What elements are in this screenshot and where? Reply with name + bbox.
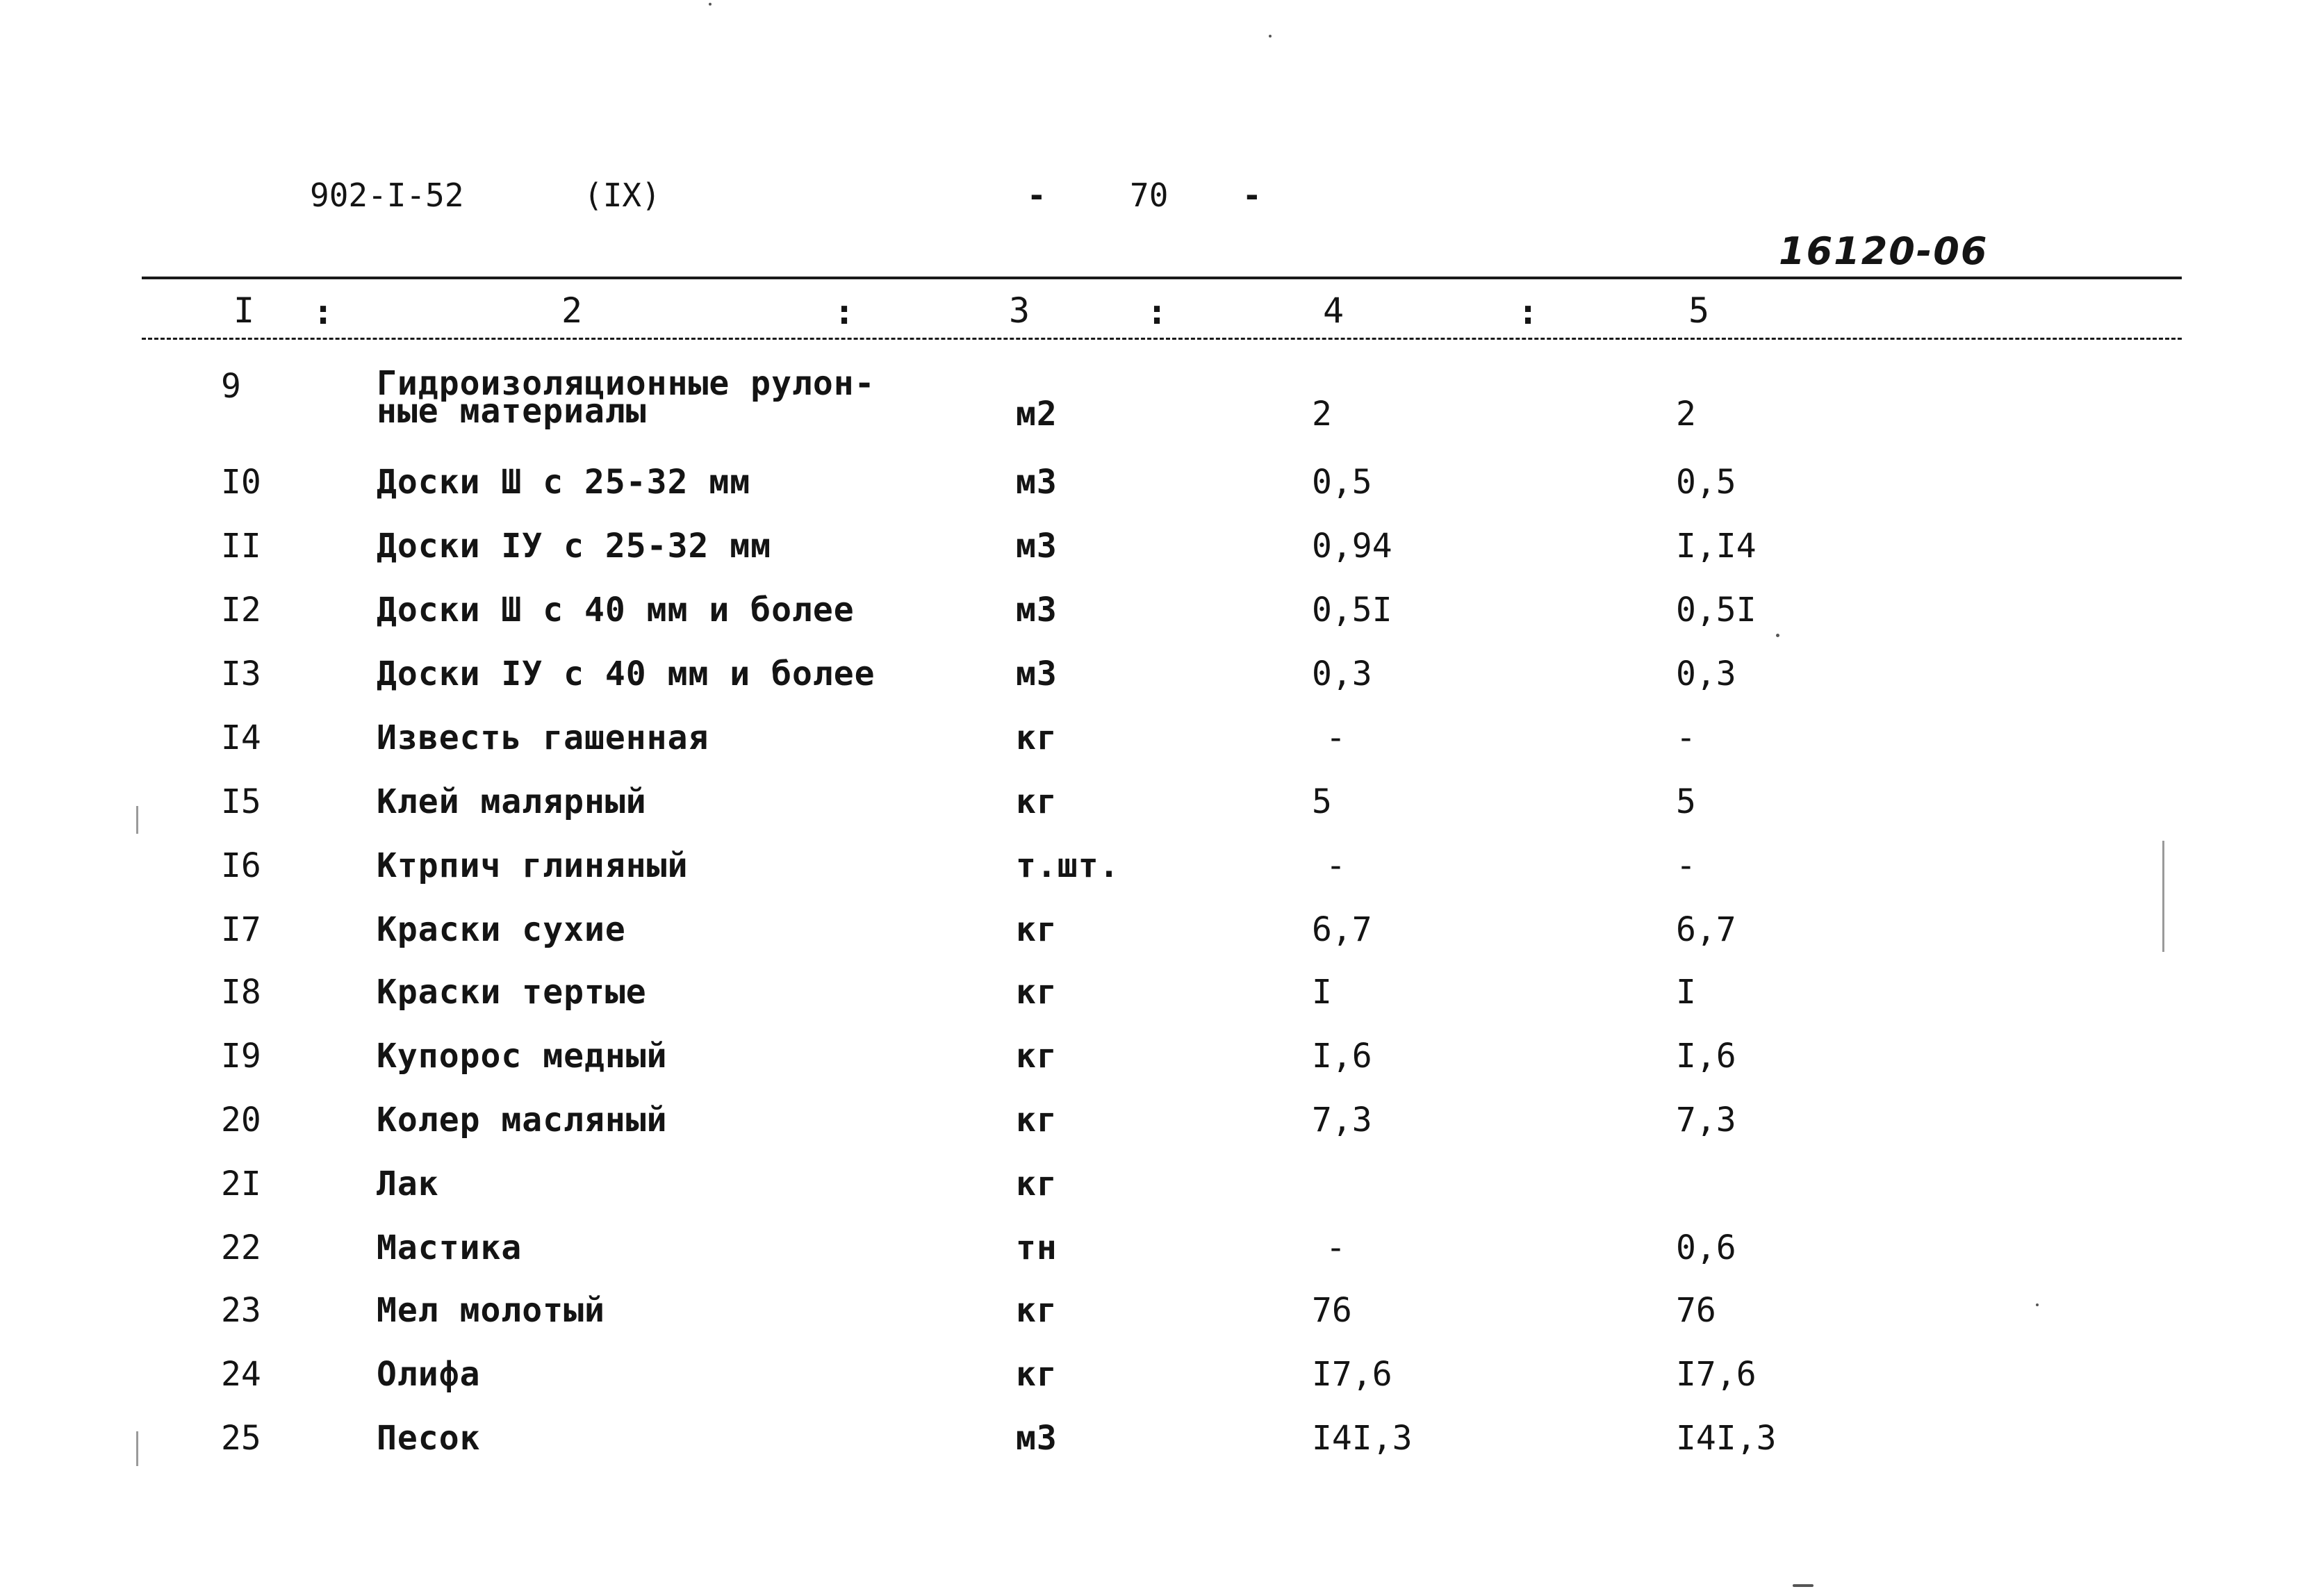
unit-of-measure: м3 [1016,591,1058,630]
column-header-5: 5 [1688,290,1710,331]
unit-of-measure: м3 [1016,655,1058,693]
column-separator: : [834,292,855,332]
row-number: 2I [221,1165,261,1203]
row-number: I5 [221,782,261,821]
row-number: I6 [221,846,261,885]
scan-speck [709,3,712,6]
quantity-col-4: 0,94 [1312,527,1392,566]
unit-of-measure: м3 [1016,527,1058,566]
material-name-line: ные материалы [377,392,647,431]
quantity-col-4: 5 [1312,782,1332,821]
quantity-col-5: I,I4 [1676,527,1757,566]
page-dash-right: - [1242,176,1262,214]
material-name-line: Доски Ш с 25-32 мм [377,463,751,502]
material-name [377,1355,481,1394]
material-name-line: Доски IУ с 25-32 мм [377,527,772,566]
column-separator: : [1518,292,1539,332]
material-name [377,591,855,630]
unit-of-measure: кг [1016,718,1058,757]
material-name-line: Краски сухие [377,910,626,949]
quantity-col-4: - [1326,846,1346,885]
row-number: 24 [221,1355,261,1394]
table-header-rule [142,338,2182,340]
column-header-3: 3 [1009,290,1030,331]
material-name [377,364,875,431]
scan-edge-mark [2162,841,2164,952]
scan-speck [1776,634,1779,637]
unit-of-measure: кг [1016,1165,1058,1203]
column-header-4: 4 [1323,290,1344,331]
material-name-line: Колер масляный [377,1101,668,1140]
material-name [377,910,626,949]
material-name-line: Гидроизоляционные рулон- [377,364,875,403]
row-number: I3 [221,655,261,693]
quantity-col-4: - [1326,1228,1346,1267]
page-number: 70 [1130,176,1169,214]
archive-stamp: 16120-06 [1779,229,1989,273]
unit-of-measure: кг [1016,782,1058,821]
column-header-1: I [233,290,255,331]
scan-speck [1793,1584,1814,1587]
material-name [377,1101,668,1140]
page-dash-left: - [1027,176,1046,214]
table-top-rule [142,277,2182,279]
column-separator: : [313,292,334,332]
row-number: 22 [221,1228,261,1267]
unit-of-measure: т.шт. [1016,846,1120,885]
unit-of-measure: кг [1016,1355,1058,1394]
quantity-col-4: - [1326,718,1346,757]
scan-edge-mark [136,806,138,834]
material-name [377,782,647,821]
scan-speck [1269,35,1272,38]
quantity-col-4: I4I,3 [1312,1419,1413,1458]
quantity-col-4: I7,6 [1312,1355,1392,1394]
row-number: I8 [221,973,261,1012]
material-name-line: Песок [377,1419,481,1458]
material-name-line: Олифа [377,1355,481,1394]
quantity-col-4: 0,3 [1312,655,1372,693]
material-name [377,527,772,566]
quantity-col-5: 0,5I [1676,591,1757,630]
quantity-col-5: I [1676,973,1696,1012]
row-number: I2 [221,591,261,630]
material-name-line: Краски тертые [377,973,647,1012]
row-number: I0 [221,463,261,502]
row-number: 25 [221,1419,261,1458]
material-name [377,973,647,1012]
unit-of-measure: кг [1016,1037,1058,1076]
quantity-col-5: 7,3 [1676,1101,1736,1140]
quantity-col-4: I,6 [1312,1037,1372,1076]
quantity-col-4: 6,7 [1312,910,1372,949]
scan-speck [2036,1303,2039,1306]
material-name [377,846,689,885]
quantity-col-4: I [1312,973,1332,1012]
material-name [377,463,751,502]
quantity-col-5: 0,5 [1676,463,1736,502]
material-name [377,1419,481,1458]
quantity-col-5: I7,6 [1676,1355,1757,1394]
document-code: 902-I-52 [310,176,464,214]
material-name-line: Клей малярный [377,782,647,821]
material-name-line: Мастика [377,1228,523,1267]
unit-of-measure: кг [1016,1101,1058,1140]
material-name [377,1167,439,1201]
quantity-col-5: 0,6 [1676,1228,1736,1267]
material-name-line: Доски Ш с 40 мм и более [377,591,855,630]
quantity-col-5: 0,3 [1676,655,1736,693]
quantity-col-5: I,6 [1676,1037,1736,1076]
quantity-col-5: - [1676,846,1696,885]
row-number: 20 [221,1101,261,1140]
quantity-col-4: 76 [1312,1291,1352,1330]
material-name-line: Мел молотый [377,1291,605,1330]
unit-of-measure: кг [1016,973,1058,1012]
material-name [377,1291,605,1330]
material-name-line: Ктрпич глиняный [377,846,689,885]
sheet-number: (IX) [584,176,661,214]
quantity-col-5: 76 [1676,1291,1716,1330]
row-number: I7 [221,910,261,949]
row-number: I9 [221,1037,261,1076]
quantity-col-4: 0,5 [1312,463,1372,502]
material-name [377,657,875,691]
unit-of-measure: кг [1016,910,1058,949]
unit-of-measure: тн [1016,1228,1058,1267]
quantity-col-4: 0,5I [1312,591,1392,630]
unit-of-measure: м3 [1016,463,1058,502]
quantity-col-4: 7,3 [1312,1101,1372,1140]
scan-edge-mark [136,1431,138,1466]
quantity-col-5: 6,7 [1676,910,1736,949]
row-number: 23 [221,1291,261,1330]
row-number: 9 [221,367,241,406]
material-name-line: Известь гашенная [377,718,709,757]
column-separator: : [1146,292,1168,332]
material-name [377,1228,523,1267]
row-number: I4 [221,718,261,757]
row-number: II [221,527,261,566]
quantity-col-5: 2 [1676,395,1696,434]
quantity-col-5: 5 [1676,782,1696,821]
quantity-col-4: 2 [1312,395,1332,434]
material-name-line: Доски IУ с 40 мм и более [377,655,875,693]
material-name [377,1037,668,1076]
unit-of-measure: м2 [1016,395,1058,434]
material-name-line: Купорос медный [377,1037,668,1076]
quantity-col-5: - [1676,718,1696,757]
column-header-2: 2 [561,290,583,331]
unit-of-measure: м3 [1016,1419,1058,1458]
material-name-line: Лак [377,1165,439,1203]
material-name [377,718,709,757]
unit-of-measure: кг [1016,1291,1058,1330]
quantity-col-5: I4I,3 [1676,1419,1777,1458]
